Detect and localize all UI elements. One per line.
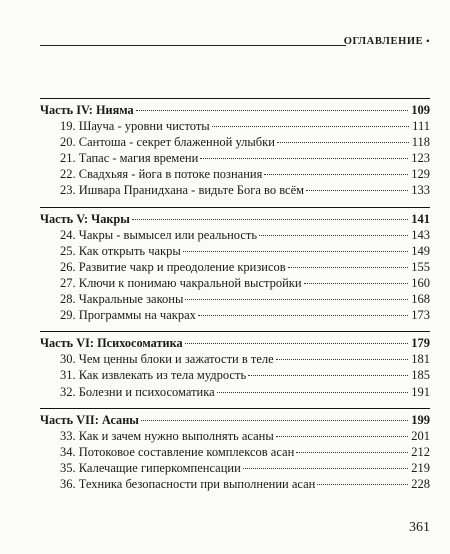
entry-title: 27. Ключи к понимаю чакральной выстройки xyxy=(60,275,302,290)
dot-leader xyxy=(259,235,408,236)
dot-leader xyxy=(243,468,408,469)
dot-leader xyxy=(212,126,409,127)
entry-page-number: 133 xyxy=(411,183,430,198)
entry-page-number: 181 xyxy=(411,352,430,367)
toc-entry[interactable] xyxy=(40,307,430,323)
part-page-number: 199 xyxy=(411,412,430,427)
entry-page-number: 155 xyxy=(411,259,430,274)
dot-leader xyxy=(264,174,408,175)
entry-title: 21. Тапас - магия времени xyxy=(60,151,199,166)
header-rule xyxy=(40,45,346,46)
entry-title: 33. Как и зачем нужно выполнять асаны xyxy=(60,428,274,443)
entry-title: 30. Чем ценны блоки и зажатости в теле xyxy=(60,352,274,367)
toc-entry[interactable] xyxy=(40,476,430,492)
part-page-number: 179 xyxy=(411,336,430,351)
entry-page-number: 129 xyxy=(411,167,430,182)
toc-entry[interactable] xyxy=(40,460,430,476)
entry-title: 24. Чакры - вымысел или реальность xyxy=(60,227,258,242)
entry-page-number: 168 xyxy=(411,292,430,307)
toc-entry[interactable] xyxy=(40,227,430,243)
toc-entry[interactable] xyxy=(40,384,430,400)
dot-leader xyxy=(141,420,408,421)
toc-entry[interactable] xyxy=(40,150,430,166)
part-heading[interactable] xyxy=(40,412,430,428)
entry-page-number: 173 xyxy=(411,308,430,323)
toc-entry[interactable] xyxy=(40,351,430,367)
entry-page-number: 118 xyxy=(411,135,430,150)
entry-page-number: 219 xyxy=(411,460,430,475)
header-title xyxy=(344,36,430,47)
entry-title: 22. Свадхьяя - йога в потоке познания xyxy=(60,167,263,182)
toc-entry[interactable] xyxy=(40,259,430,275)
entry-title: 23. Ишвара Пранидхана - видьте Бога во всём xyxy=(60,183,305,198)
part-title: Часть IV: Нияма xyxy=(40,103,134,117)
toc-entry[interactable] xyxy=(40,275,430,291)
dot-leader xyxy=(185,299,408,300)
toc-entry[interactable] xyxy=(40,243,430,259)
dot-leader xyxy=(317,484,408,485)
dot-leader xyxy=(277,142,409,143)
part-title: Часть VI: Психосоматика xyxy=(40,336,183,351)
header-title-text: ОГЛАВЛЕНИЕ xyxy=(343,36,424,47)
entry-page-number: 160 xyxy=(411,275,430,290)
toc-section xyxy=(40,98,430,199)
page-number: 361 xyxy=(409,520,430,535)
toc-entry[interactable] xyxy=(40,367,430,383)
part-title: Часть V: Чакры xyxy=(40,211,130,226)
entry-title: 31. Как извлекать из тела мудрость xyxy=(60,368,247,383)
running-header xyxy=(40,36,430,52)
dot-leader xyxy=(306,190,408,191)
part-page-number: 141 xyxy=(411,211,430,226)
dot-leader xyxy=(276,436,409,437)
part-heading[interactable] xyxy=(40,102,430,118)
toc-entry[interactable] xyxy=(40,118,430,134)
dot-leader xyxy=(198,315,408,316)
toc-entry[interactable] xyxy=(40,166,430,182)
dot-leader xyxy=(276,359,409,360)
table-of-contents xyxy=(40,98,430,500)
entry-page-number: 201 xyxy=(411,428,430,443)
part-heading[interactable] xyxy=(40,335,430,351)
entry-page-number: 111 xyxy=(412,119,430,134)
entry-page-number: 149 xyxy=(411,243,430,258)
entry-title: 29. Программы на чакрах xyxy=(60,308,196,323)
toc-entry[interactable] xyxy=(40,428,430,444)
entry-title: 20. Сантоша - секрет блаженной улыбки xyxy=(60,135,275,150)
entry-title: 34. Потоковое составление комплексов асан xyxy=(60,444,295,459)
dot-leader xyxy=(200,158,408,159)
toc-entry[interactable] xyxy=(40,134,430,150)
bullet-icon: • xyxy=(426,36,430,46)
toc-entry[interactable] xyxy=(40,444,430,460)
entry-page-number: 212 xyxy=(411,444,430,459)
dot-leader xyxy=(304,283,409,284)
toc-entry[interactable] xyxy=(40,182,430,198)
dot-leader xyxy=(296,452,408,453)
entry-page-number: 185 xyxy=(411,368,430,383)
part-heading[interactable] xyxy=(40,211,430,227)
dot-leader xyxy=(136,110,409,111)
toc-section xyxy=(40,331,430,399)
entry-page-number: 123 xyxy=(411,151,430,166)
dot-leader xyxy=(248,375,408,376)
toc-section xyxy=(40,207,430,324)
entry-page-number: 191 xyxy=(411,384,430,399)
dot-leader xyxy=(185,343,409,344)
dot-leader xyxy=(183,251,408,252)
entry-title: 26. Развитие чакр и преодоление кризисов xyxy=(60,259,286,274)
dot-leader xyxy=(288,267,409,268)
dot-leader xyxy=(217,392,409,393)
part-title: Часть VII: Асаны xyxy=(40,412,139,427)
entry-title: 25. Как открыть чакры xyxy=(60,243,181,258)
toc-entry[interactable] xyxy=(40,291,430,307)
entry-title: 19. Шауча - уровни чистоты xyxy=(60,119,210,134)
entry-title: 36. Техника безопасности при выполнении асан xyxy=(60,476,316,491)
part-page-number: 109 xyxy=(411,103,430,117)
entry-title: 32. Болезни и психосоматика xyxy=(60,384,215,399)
entry-page-number: 143 xyxy=(411,227,430,242)
entry-page-number: 228 xyxy=(411,476,430,491)
dot-leader xyxy=(132,219,408,220)
entry-title: 35. Калечащие гиперкомпенсации xyxy=(60,460,241,475)
entry-title: 28. Чакральные законы xyxy=(60,292,184,307)
toc-section xyxy=(40,408,430,492)
